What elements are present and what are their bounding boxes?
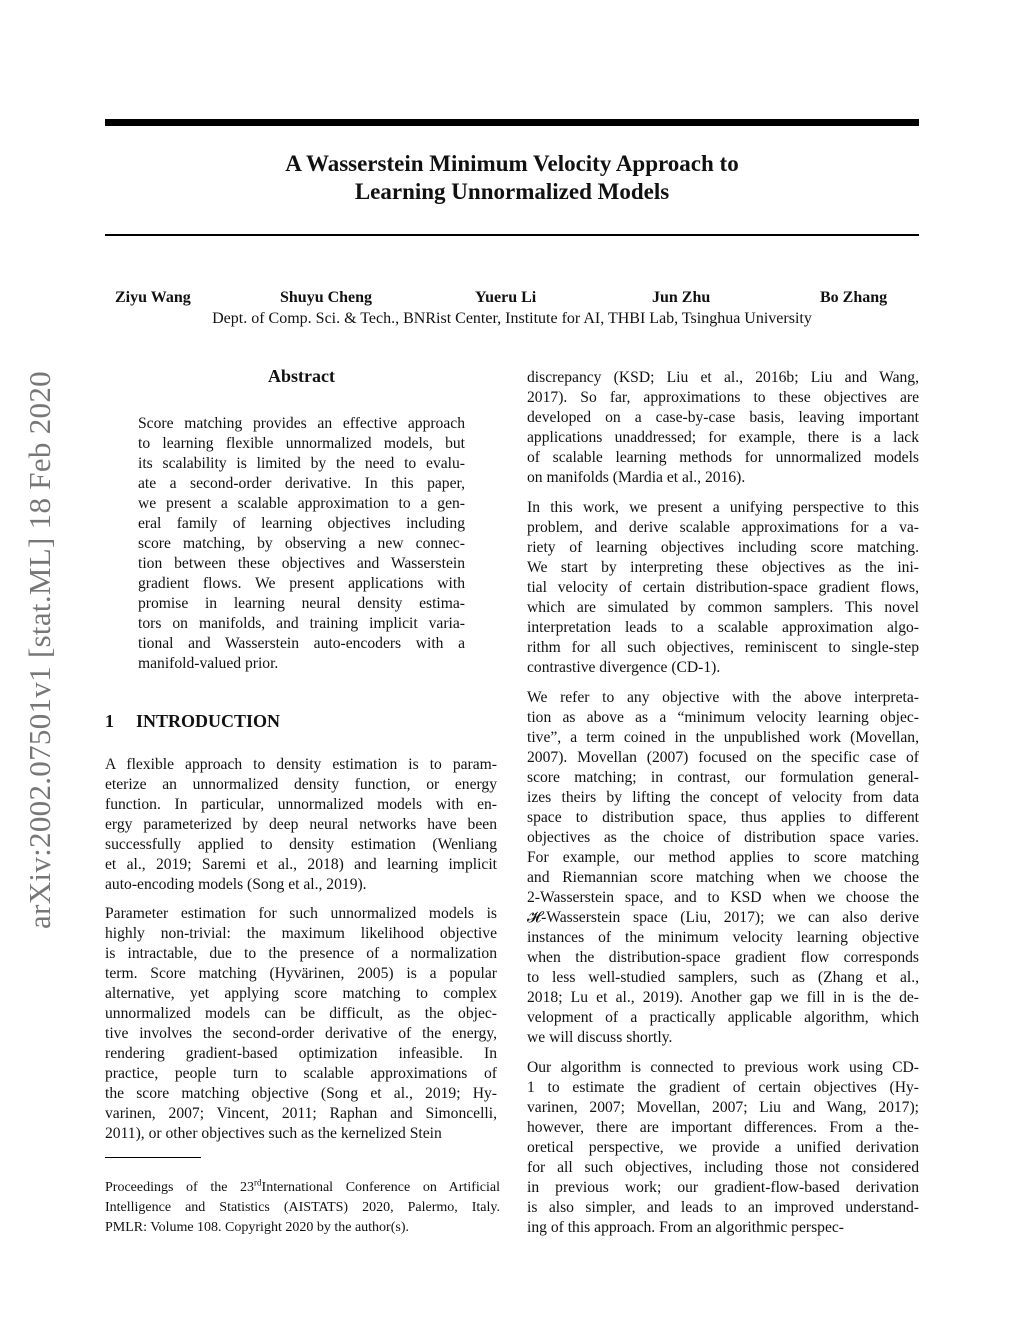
text-line: We start by interpreting these objectives as the ini-: [527, 559, 919, 576]
text-line: tors on manifolds, and training implicit varia-: [138, 615, 465, 632]
footnote-superscript: rd: [254, 1177, 262, 1188]
text-line: for all such objectives, including those not considered: [527, 1159, 919, 1176]
paragraph: [527, 1058, 919, 1238]
text-line: manifold-valued prior.: [138, 655, 279, 672]
footnote-rule: [105, 1157, 201, 1158]
author: Ziyu Wang: [115, 289, 191, 306]
text-line: Our algorithm is connected to previous work using CD-: [527, 1059, 919, 1076]
text-line: developed on a case-by-case basis, leaving important: [527, 409, 919, 426]
title-line: A Wasserstein Minimum Velocity Approach to: [285, 151, 739, 176]
text-line: gradient flows. We present applications with: [138, 575, 465, 592]
text-line: space to distribution space, thus applies to different: [527, 809, 919, 826]
text-line: when the distribution-space gradient flow corresponds: [527, 949, 919, 966]
text-line: tion as above as a “minimum velocity learning objec-: [527, 709, 919, 726]
text-line: is also simpler, and leads to an improved understand-: [527, 1199, 919, 1216]
text-line: however, there are important differences. From a the-: [527, 1119, 919, 1136]
text-line: varinen, 2007; Movellan, 2007; Liu and Wang, 2017);: [527, 1099, 919, 1116]
paragraph: [527, 688, 919, 1048]
author: Bo Zhang: [820, 289, 888, 306]
text-line: score matching; in contrast, our formulation general-: [527, 769, 919, 786]
text-line: we will discuss shortly.: [527, 1029, 673, 1046]
text-line: rendering gradient-based optimization infeasible. In: [105, 1045, 497, 1062]
text-line: its scalability is limited by the need to evalu-: [138, 455, 465, 472]
text-line: 𝓗-Wasserstein space (Liu, 2017); we can also derive: [527, 909, 919, 926]
title-line: Learning Unnormalized Models: [354, 179, 670, 204]
title-bottom-rule: [105, 234, 919, 236]
abstract-heading: Abstract: [268, 366, 335, 386]
text-line: tive involves the second-order derivative of the energy,: [105, 1025, 497, 1042]
footnote-text: Intelligence and Statistics (AISTATS) 2020, Palermo, Italy.: [105, 1200, 500, 1215]
text-line: ing of this approach. From an algorithmic perspec-: [527, 1219, 844, 1236]
text-line: instances of the minimum velocity learning objective: [527, 929, 919, 946]
author: Jun Zhu: [652, 289, 711, 306]
text-line: eral family of learning objectives including: [138, 515, 465, 532]
text-line: tion between these objectives and Wasserstein: [138, 555, 465, 572]
text-line: objectives as the choice of distribution space varies.: [527, 829, 919, 846]
text-line: 2-Wasserstein space, and to KSD when we choose the: [527, 889, 919, 906]
text-line: 2011), or other objectives such as the kernelized Stein: [105, 1125, 442, 1142]
text-line: term. Score matching (Hyvärinen, 2005) is a popular: [105, 965, 497, 982]
text-line: ate a second-order derivative. In this paper,: [138, 475, 465, 492]
text-line: score matching, by observing a new connec-: [138, 535, 465, 552]
text-line: Parameter estimation for such unnormalized models is: [105, 905, 497, 922]
text-line: and Riemannian score matching when we choose the: [527, 869, 919, 886]
paper-title: [105, 150, 919, 206]
text-line: A flexible approach to density estimation is to param-: [105, 756, 497, 773]
text-line: highly non-trivial: the maximum likelihood objective: [105, 925, 497, 942]
footnote-text: Proceedings of the 23: [105, 1180, 255, 1195]
text-line: oretical perspective, we provide a unified derivation: [527, 1139, 919, 1156]
text-line: ergy parameterized by deep neural networks have been: [105, 816, 497, 833]
text-line: alternative, yet applying score matching to complex: [105, 985, 497, 1002]
text-line: We refer to any objective with the above interpreta-: [527, 689, 919, 706]
text-line: tional and Wasserstein auto-encoders with a: [138, 635, 465, 652]
paragraph: [527, 368, 919, 488]
paragraph: [527, 498, 919, 678]
text-line: In this work, we present a unifying perspective to this: [527, 499, 919, 516]
author: Shuyu Cheng: [280, 289, 373, 306]
text-line: tial velocity of certain distribution-space gradient flows,: [527, 579, 919, 596]
text-line: varinen, 2007; Vincent, 2011; Raphan and Simoncelli,: [105, 1105, 497, 1122]
text-line: to less well-studied samplers, such as (Zhang et al.,: [527, 969, 919, 986]
abstract-body: [138, 414, 465, 674]
text-line: function. In particular, unnormalized models with en-: [105, 796, 497, 813]
text-line: interpretation leads to a scalable approximation algo-: [527, 619, 919, 636]
text-line: which are simulated by common samplers. This novel: [527, 599, 919, 616]
text-line: tive”, a term coined in the unpublished work (Movellan,: [527, 729, 919, 746]
text-line: to learning flexible unnormalized models, but: [138, 435, 465, 452]
section-heading: [105, 711, 280, 732]
paragraph: [105, 904, 497, 1144]
text-line: et al., 2019; Saremi et al., 2018) and learning implicit: [105, 856, 497, 873]
text-line: promise in learning neural density estima-: [138, 595, 465, 612]
footnote: [105, 1178, 500, 1238]
text-line: discrepancy (KSD; Liu et al., 2016b; Liu and Wang,: [527, 369, 919, 386]
affiliation: Dept. of Comp. Sci. & Tech., BNRist Center, Institute for AI, THBI Lab, Tsinghua University: [212, 310, 812, 327]
title-top-rule: [105, 119, 919, 126]
text-line: izes theirs by lifting the concept of velocity from data: [527, 789, 919, 806]
text-line: Score matching provides an effective approach: [138, 415, 465, 432]
text-line: auto-encoding models (Song et al., 2019).: [105, 876, 367, 893]
footnote-text: International Conference on Artificial: [261, 1180, 500, 1195]
section-number: 1: [105, 711, 114, 731]
text-line: rithm for all such objectives, reminiscent to single-step: [527, 639, 919, 656]
text-line: of scalable learning methods for unnormalized models: [527, 449, 919, 466]
text-line: velopment of a practically applicable algorithm, which: [527, 1009, 919, 1026]
text-line: in previous work; our gradient-flow-based derivation: [527, 1179, 919, 1196]
arxiv-stamp: arXiv:2002.07501v1 [stat.ML] 18 Feb 2020: [22, 371, 57, 929]
section-title: INTRODUCTION: [136, 711, 281, 731]
text-line: eterize an unnormalized density function, or energy: [105, 776, 497, 793]
text-line: contrastive divergence (CD-1).: [527, 659, 721, 676]
text-line: For example, our method applies to score matching: [527, 849, 919, 866]
paragraph: [105, 755, 497, 895]
text-line: 2017). So far, approximations to these objectives are: [527, 389, 919, 406]
text-line: the score matching objective (Song et al., 2019; Hy-: [105, 1085, 497, 1102]
footnote-text: PMLR: Volume 108. Copyright 2020 by the author(s).: [105, 1220, 409, 1235]
text-line: unnormalized models can be difficult, as the objec-: [105, 1005, 497, 1022]
text-line: is intractable, due to the presence of a normalization: [105, 945, 497, 962]
text-line: applications unaddressed; for example, there is a lack: [527, 429, 919, 446]
text-line: 2018; Lu et al., 2019). Another gap we fill in is the de-: [527, 989, 919, 1006]
text-line: 1 to estimate the gradient of certain objectives (Hy-: [527, 1079, 919, 1096]
text-line: problem, and derive scalable approximations for a va-: [527, 519, 919, 536]
text-line: riety of learning objectives including score matching.: [527, 539, 919, 556]
author: Yueru Li: [475, 289, 537, 306]
text-line: we present a scalable approximation to a gen-: [138, 495, 465, 512]
text-line: practice, people turn to scalable approximations of: [105, 1065, 497, 1082]
text-line: on manifolds (Mardia et al., 2016).: [527, 469, 746, 486]
text-line: successfully applied to density estimation (Wenliang: [105, 836, 497, 853]
text-line: 2007). Movellan (2007) focused on the specific case of: [527, 749, 919, 766]
